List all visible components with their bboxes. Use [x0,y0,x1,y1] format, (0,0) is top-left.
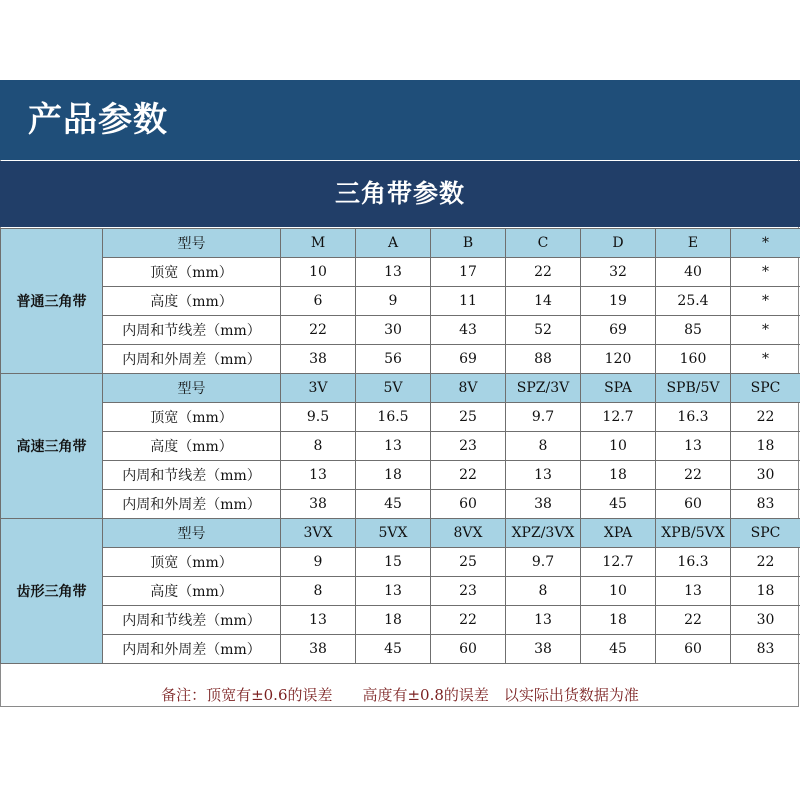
value-cell: 69 [581,316,656,345]
row-label: 型号 [103,519,281,548]
value-cell: 13 [356,432,431,461]
model-cell: SPZ/3V [506,374,581,403]
value-cell: 88 [506,345,581,374]
table-row [1,403,800,432]
value-cell: 45 [356,490,431,519]
value-cell: 13 [506,606,581,635]
model-cell: XPB/5VX [656,519,731,548]
row-label: 型号 [103,374,281,403]
section-title: 三角带参数 [334,179,465,208]
value-cell: 11 [431,287,506,316]
value-cell: 16.5 [356,403,431,432]
page-header [0,80,800,160]
model-cell: 8V [431,374,506,403]
row-label: 内周和外周差（mm） [103,345,281,374]
value-cell: 10 [281,258,356,287]
value-cell: 22 [656,461,731,490]
value-cell: 16.3 [656,548,731,577]
value-cell: 45 [581,490,656,519]
value-cell: 69 [431,345,506,374]
value-cell: 12.7 [581,403,656,432]
row-label: 顶宽（mm） [103,548,281,577]
value-cell: 18 [356,461,431,490]
row-label: 高度（mm） [103,287,281,316]
value-cell: 60 [431,490,506,519]
value-cell: 13 [506,461,581,490]
value-cell: 13 [656,432,731,461]
value-cell: 30 [731,606,800,635]
table-row [1,461,800,490]
value-cell: 22 [281,316,356,345]
table-row [1,577,800,606]
value-cell: * [731,258,800,287]
value-cell: 22 [731,403,800,432]
value-cell: 38 [506,490,581,519]
value-cell: 38 [281,635,356,664]
page-title: 产品参数 [28,100,168,140]
value-cell: 9.7 [506,548,581,577]
row-label: 高度（mm） [103,577,281,606]
model-cell: A [356,229,431,258]
value-cell: 14 [506,287,581,316]
model-cell: * [731,229,800,258]
table-header-row [1,229,800,258]
value-cell: 13 [281,606,356,635]
value-cell: 18 [731,577,800,606]
value-cell: * [731,316,800,345]
value-cell: 30 [731,461,800,490]
section-title-bar [0,161,800,227]
table-row [1,287,800,316]
model-cell: SPB/5V [656,374,731,403]
value-cell: 40 [656,258,731,287]
row-label: 内周和节线差（mm） [103,461,281,490]
value-cell: 17 [431,258,506,287]
value-cell: 60 [656,635,731,664]
value-cell: 18 [731,432,800,461]
value-cell: 23 [431,577,506,606]
table-row [1,548,800,577]
value-cell: 25 [431,548,506,577]
table-row [1,316,800,345]
value-cell: 22 [656,606,731,635]
model-cell: D [581,229,656,258]
group-label: 普通三角带 [1,229,103,374]
value-cell: 160 [656,345,731,374]
value-cell: 15 [356,548,431,577]
value-cell: 45 [356,635,431,664]
value-cell: 43 [431,316,506,345]
model-cell: B [431,229,506,258]
value-cell: 9.7 [506,403,581,432]
value-cell: 6 [281,287,356,316]
value-cell: 8 [506,432,581,461]
value-cell: 9.5 [281,403,356,432]
model-cell: 3V [281,374,356,403]
group-label: 齿形三角带 [1,519,103,664]
value-cell: 13 [356,258,431,287]
value-cell: 45 [581,635,656,664]
value-cell: 83 [731,490,800,519]
value-cell: 60 [656,490,731,519]
value-cell: 10 [581,432,656,461]
model-cell: 5V [356,374,431,403]
value-cell: 60 [431,635,506,664]
model-cell: SPC [731,519,800,548]
row-label: 顶宽（mm） [103,403,281,432]
value-cell: 8 [281,432,356,461]
value-cell: 8 [506,577,581,606]
model-cell: 3VX [281,519,356,548]
value-cell: 19 [581,287,656,316]
parameter-table [0,228,800,664]
value-cell: 12.7 [581,548,656,577]
row-label: 内周和外周差（mm） [103,490,281,519]
value-cell: 18 [356,606,431,635]
value-cell: 56 [356,345,431,374]
row-label: 高度（mm） [103,432,281,461]
table-row [1,345,800,374]
table-row [1,258,800,287]
value-cell: 22 [506,258,581,287]
value-cell: 13 [281,461,356,490]
model-cell: 5VX [356,519,431,548]
row-label: 内周和外周差（mm） [103,635,281,664]
value-cell: 13 [356,577,431,606]
value-cell: 9 [281,548,356,577]
value-cell: 38 [506,635,581,664]
model-cell: SPC [731,374,800,403]
value-cell: 18 [581,461,656,490]
row-label: 顶宽（mm） [103,258,281,287]
row-label: 内周和节线差（mm） [103,606,281,635]
table-row [1,490,800,519]
group-label: 高速三角带 [1,374,103,519]
value-cell: 16.3 [656,403,731,432]
value-cell: 18 [581,606,656,635]
model-cell: XPA [581,519,656,548]
model-cell: 8VX [431,519,506,548]
value-cell: 38 [281,490,356,519]
value-cell: 38 [281,345,356,374]
value-cell: 30 [356,316,431,345]
model-cell: M [281,229,356,258]
model-cell: SPA [581,374,656,403]
value-cell: 22 [431,606,506,635]
value-cell: 9 [356,287,431,316]
value-cell: 32 [581,258,656,287]
value-cell: 13 [656,577,731,606]
value-cell: 25.4 [656,287,731,316]
model-cell: XPZ/3VX [506,519,581,548]
model-cell: C [506,229,581,258]
value-cell: 120 [581,345,656,374]
row-label: 型号 [103,229,281,258]
value-cell: 8 [281,577,356,606]
value-cell: 22 [431,461,506,490]
value-cell: 22 [731,548,800,577]
table-row [1,432,800,461]
value-cell: * [731,287,800,316]
value-cell: 25 [431,403,506,432]
footnote: 备注：顶宽有±0.6的误差 高度有±0.8的误差 以实际出货数据为准 [161,686,639,704]
value-cell: 85 [656,316,731,345]
table-header-row [1,519,800,548]
value-cell: * [731,345,800,374]
value-cell: 10 [581,577,656,606]
table-header-row [1,374,800,403]
value-cell: 23 [431,432,506,461]
model-cell: E [656,229,731,258]
value-cell: 52 [506,316,581,345]
table-row [1,606,800,635]
table-row [1,635,800,664]
row-label: 内周和节线差（mm） [103,316,281,345]
value-cell: 83 [731,635,800,664]
